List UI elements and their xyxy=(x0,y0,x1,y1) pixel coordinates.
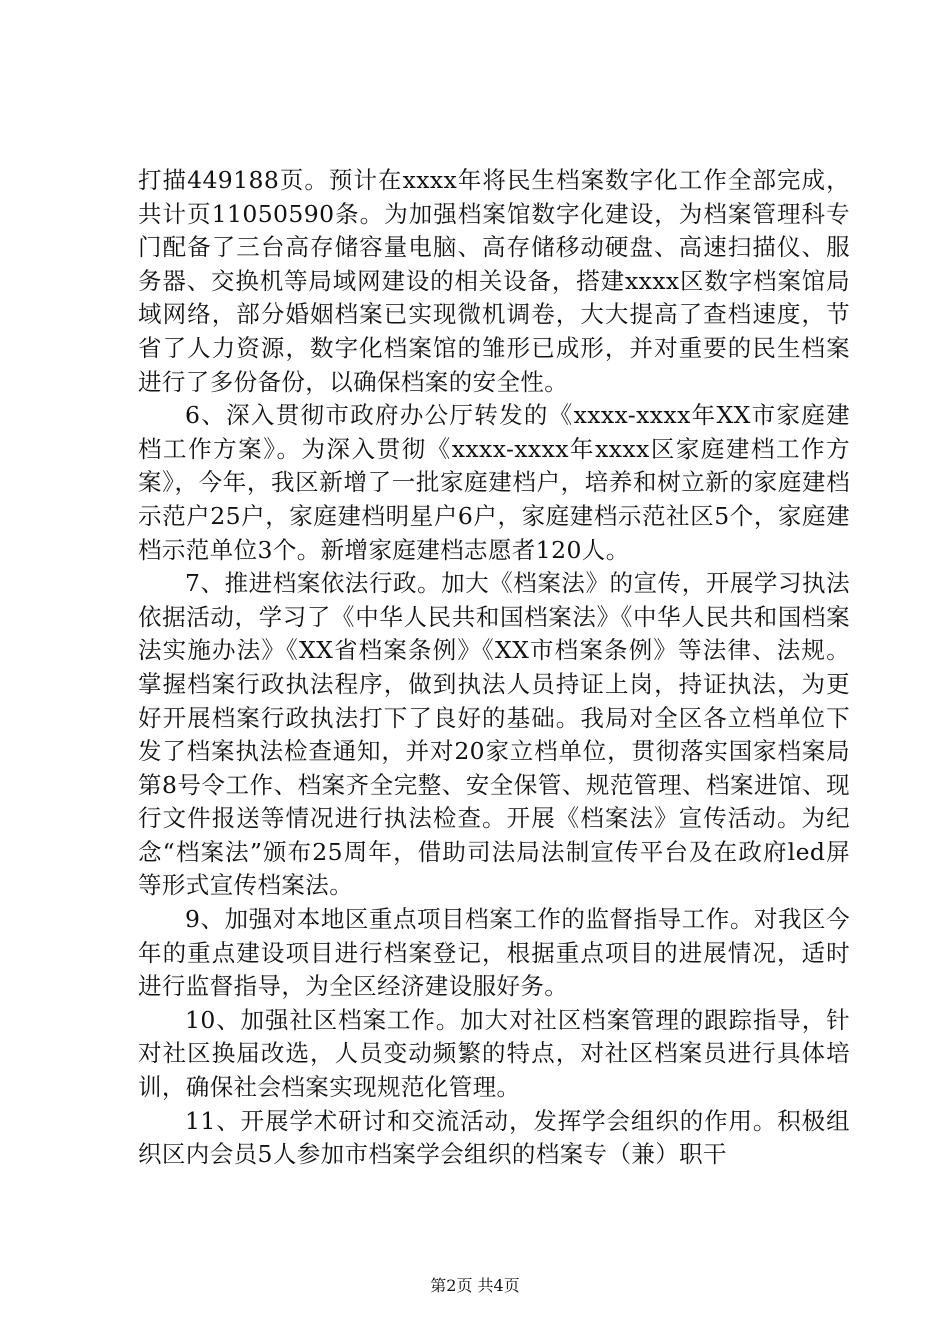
paragraph-key-projects: 9、加强对本地区重点项目档案工作的监督指导工作。对我区今年的重点建设项目进行档案登记，根据重点项目的进展情况，适时进行监督指导，为全区经济建设服好务。 xyxy=(138,905,850,1001)
page-footer: 第2页 共4页 xyxy=(430,1276,520,1295)
document-body xyxy=(138,164,850,1172)
paragraph-family-archives: 6、深入贯彻市政府办公厅转发的《xxxx-xxxx年XX市家庭建档工作方案》。为深入贯彻《xxxx-xxxx年xxxx区家庭建档工作方案》，今年，我区新增了一批家庭建档户，培养和树立新的家庭建档示范户25户，家庭建档明星户6户，家庭建档示范社区5个，家庭建档示范单位3个。新增家庭建档志愿者120人。 xyxy=(138,401,850,564)
paragraph-community-archives: 10、加强社区档案工作。加大对社区档案管理的跟踪指导，针对社区换届改选，人员变动频繁的特点，对社区档案员进行具体培训，确保社会档案实现规范化管理。 xyxy=(138,1005,850,1102)
paragraph-digitization: 打描449188页。预计在xxxx年将民生档案数字化工作全部完成，共计页11050590条。为加强档案馆数字化建设，为档案管理科专门配备了三台高存储容量电脑、高存储移动硬盘、高速扫描仪、服务器、交换机等局域网建设的相关设备，搭建xxxx区数字档案馆局域网络，部分婚姻档案已实现微机调卷，大大提高了查档速度，节省了人力资源，数字化档案馆的雏形已成形，并对重要的民生档案进行了多份备份，以确保档案的安全性。 xyxy=(138,166,850,396)
paragraph-law-administration: 7、推进档案依法行政。加大《档案法》的宣传，开展学习执法依据活动，学习了《中华人民共和国档案法》《中华人民共和国档案法实施办法》《XX省档案条例》《XX市档案条例》等法律、法规。掌握档案行政执法程序，做到执法人员持证上岗，持证执法，为更好开展档案行政执法打下了良好的基础。我局对全区各立档单位下发了档案执法检查通知，并对20家立档单位，贯彻落实国家档案局第8号令工作、档案齐全完整、安全保管、规范管理、档案进馆、现行文件报送等情况进行执法检查。开展《档案法》宣传活动。为纪念“档案法”颁布25周年，借助司法局法制宣传平台及在政府led屏等形式宣传档案法。 xyxy=(138,569,850,900)
paragraph-academic-exchange: 11、开展学术研讨和交流活动，发挥学会组织的作用。积极组织区内会员5人参加市档案学会组织的档案专（兼）职干 xyxy=(138,1106,850,1169)
